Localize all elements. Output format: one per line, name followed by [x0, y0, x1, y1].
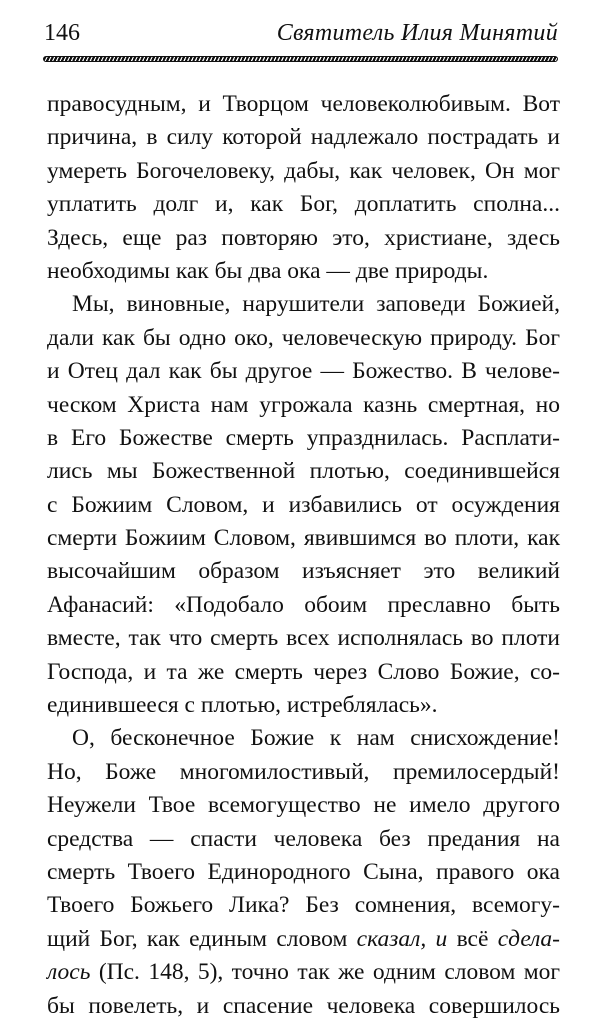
text-line: Здесь, еще раз повторяю это, христиане, здесь	[47, 224, 560, 251]
text-line: правосудным, и Творцом человеколюбивым. Вот	[47, 91, 560, 117]
decorative-rope-divider	[43, 56, 558, 62]
italic-run: сделa-	[497, 925, 560, 952]
text-line: и Отец дал как бы другое — Божество. В челове-	[47, 358, 560, 385]
text-line: в Его Божестве смерть упразднилась. Расплати-	[47, 424, 560, 451]
text-line	[47, 956, 560, 989]
text-line: уплатить долг и, как Бог, доплатить сполна...	[47, 191, 560, 218]
text-line: лись мы Божественной плотью, соединившейся	[47, 458, 560, 485]
text-line: Мы, виновные, нарушители заповеди Божией,	[72, 291, 560, 318]
text-line: бы повелеть, и спасение человека совершилось	[47, 992, 560, 1019]
page-number: 146	[44, 20, 80, 46]
text-line: Неужели Твое всемогущество не имело другого	[47, 792, 560, 819]
text-line: высочайшим образом изъясняет это великий	[47, 558, 560, 585]
text-line: дали как бы одно око, человеческую природу. Бог	[47, 324, 560, 351]
body-text	[47, 88, 560, 1023]
text-line: средства — спасти человека без предания на	[47, 825, 560, 852]
text-line: с Божиим Словом, и избавились от осуждения	[47, 491, 560, 518]
text-line: смерти Божиим Словом, явившимся во плоти, как	[47, 525, 560, 552]
text-line: вместе, так что смерть всех исполнялась во плоти	[47, 625, 560, 652]
text-line: ческом Христа нам угрожала казнь смертная, но	[47, 391, 560, 418]
text-line: Твоего Божьего Лика? Без сомнения, всемогу-	[47, 892, 560, 919]
text-run: щий Бог, как единым словом	[47, 925, 357, 952]
text-line: причина, в силу которой надлежало пострадать и	[47, 124, 560, 151]
italic-run: лось	[47, 959, 91, 986]
text-line: необходимы как бы два ока — две природы.	[47, 257, 489, 284]
italic-run: сказал, и	[356, 925, 448, 952]
text-line: смерть Твоего Единородного Сына, правого ока	[47, 858, 560, 885]
text-line: единившееся с плотью, истреблялась».	[47, 692, 438, 719]
text-line	[47, 923, 560, 956]
text-line: умереть Богочеловеку, дабы, как человек, Он мог	[47, 157, 560, 184]
text-lines	[47, 88, 560, 923]
running-title: Святитель Илия Минятий	[276, 20, 558, 46]
text-line: Афанасий: «Подобало обоим преславно быть	[47, 591, 560, 618]
text-run: (Пс. 148, 5), точно так же одним словом мог	[90, 959, 560, 986]
text-line: Господа, и та же смерть через Слово Божие, со-	[47, 658, 560, 685]
text-line: О, бесконечное Божие к нам снисхождение!	[72, 725, 560, 752]
text-line: Но, Боже многомилостивый, премилосердый!	[47, 758, 560, 785]
page-header	[44, 18, 558, 48]
text-run: всё	[447, 925, 498, 952]
